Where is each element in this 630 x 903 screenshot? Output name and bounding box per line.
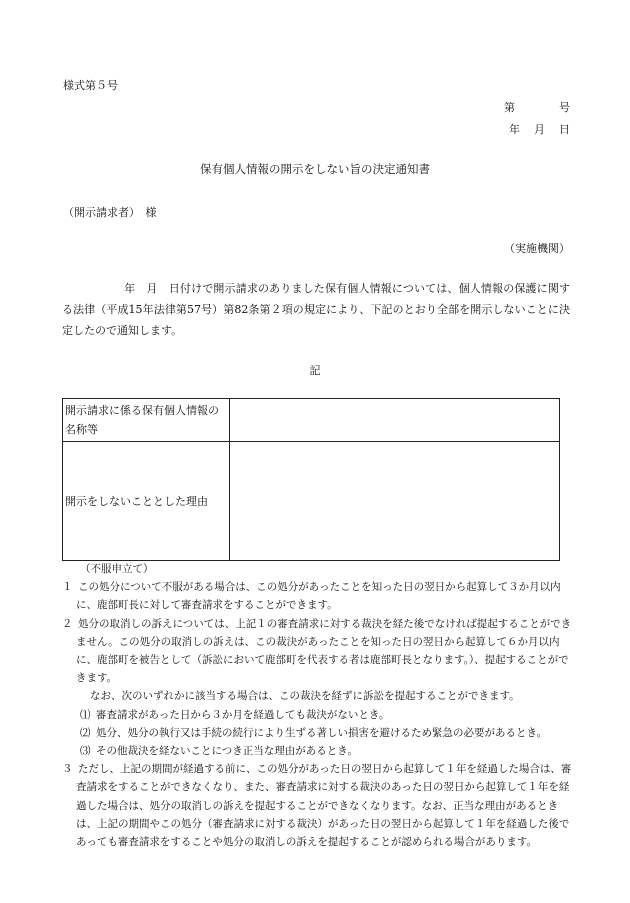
appeal-sub-3 bbox=[62, 742, 572, 760]
form-number: 様式第５号 bbox=[63, 79, 118, 92]
appeal-item-1-text: この処分について不服がある場合は、この処分があったことを知った日の翌日から起算して３か月以内に、鹿部町長に対して審査請求をすることができます。 bbox=[76, 581, 561, 612]
date-day: 日 bbox=[559, 123, 570, 136]
document-number-line bbox=[504, 100, 570, 115]
info-table bbox=[62, 398, 560, 561]
appeal-item-2-text: 処分の取消しの訴えについては、上記１の審査請求に対する裁決を経た後でなければ提起することができません。この処分の取消しの訴えは、この裁決があったことを知った日の翌日から起算して６か月以内に、鹿部町を被告として（訴訟において鹿部町を代表する者は鹿部町長となります。）、提起することができます。 bbox=[76, 617, 572, 685]
appeal-item-2 bbox=[62, 615, 572, 688]
table-label-reason: 開示をしないこととした理由 bbox=[63, 442, 230, 561]
appeal-item-2-number: ２ bbox=[62, 617, 73, 630]
date-month: 月 bbox=[534, 123, 545, 136]
number-suffix: 号 bbox=[559, 101, 570, 114]
appeal-item-1 bbox=[62, 578, 572, 614]
addressee: （開示請求者） 様 bbox=[63, 206, 157, 219]
appeal-sub-3-number: ⑶ bbox=[80, 745, 91, 758]
table-row bbox=[63, 442, 560, 561]
appeal-section bbox=[62, 560, 572, 851]
table-label-info-name: 開示請求に係る保有個人情報の名称等 bbox=[63, 399, 230, 442]
table-row bbox=[63, 399, 560, 442]
appeal-sub-1-number: ⑴ bbox=[80, 708, 91, 721]
appeal-sub-2-number: ⑵ bbox=[80, 726, 91, 739]
notice-body bbox=[62, 278, 570, 341]
appeal-heading: （不服申立て） bbox=[80, 563, 154, 575]
appeal-sub-2-text: 処分、処分の執行又は手続の続行により生ずる著しい損害を避けるため緊急の必要があるとき。 bbox=[96, 726, 548, 739]
appeal-item-1-number: １ bbox=[62, 581, 73, 594]
appeal-item-2-note: なお、次のいずれかに該当する場合は、この裁決を経ずに訴訟を提起することができます。 bbox=[90, 690, 520, 703]
appeal-item-3 bbox=[62, 760, 572, 851]
appeal-sub-3-text: その他裁決を経ないことにつき正当な理由があるとき。 bbox=[96, 745, 358, 758]
appeal-item-3-text: ただし、上記の期間が経過する前に、この処分があった日の翌日から起算して１年を経過した場合は、審査請求をすることができなくなり、また、審査請求に対する裁決のあった日の翌日から起算して１年を経過した場合は、処分の取消しの訴えを提起することができなくなります。なお、正当な理由があるときは、上記の期間やこの処分（審査請求に対する裁決）があった日の翌日から起算して１年を経過した後であっても審査請求をすることや処分の取消しの訴えを提起することが認められる場合があります。 bbox=[76, 763, 572, 849]
appeal-item-3-number: ３ bbox=[62, 763, 73, 776]
appeal-sub-1 bbox=[62, 706, 572, 724]
table-value-reason bbox=[230, 442, 560, 561]
agency-label: （実施機関） bbox=[504, 242, 570, 255]
document-title: 保有個人情報の開示をしない旨の決定通知書 bbox=[200, 162, 430, 176]
ki-heading: 記 bbox=[309, 364, 321, 377]
date-year: 年 bbox=[509, 123, 520, 136]
appeal-sub-1-text: 審査請求があった日から３か月を経過しても裁決がないとき。 bbox=[96, 708, 390, 721]
appeal-sub-2 bbox=[62, 724, 572, 742]
table-value-info-name bbox=[230, 399, 560, 442]
notice-body-text: 年 月 日付けで開示請求のありました保有個人情報については、個人情報の保護に関する法律（平成15年法律第57号）第82条第２項の規定により、下記のとおり全部を開示しないことに決定したので通知します。 bbox=[62, 282, 570, 337]
number-prefix: 第 bbox=[504, 101, 515, 114]
date-line bbox=[509, 122, 570, 137]
